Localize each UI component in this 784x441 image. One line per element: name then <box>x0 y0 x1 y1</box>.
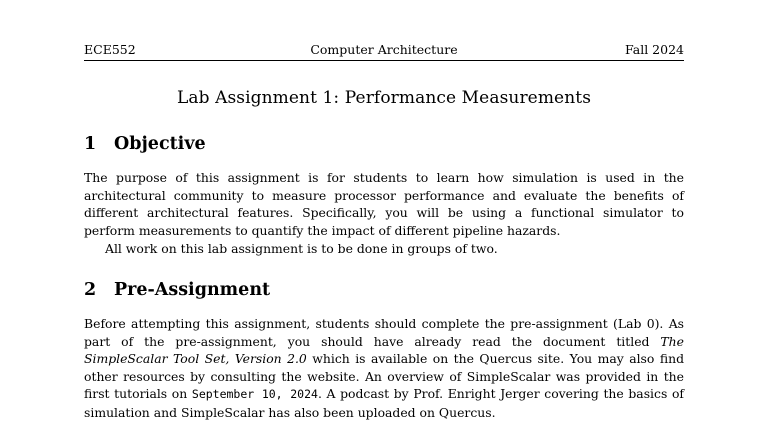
simplescalar-doc-title: The SimpleScalar Tool Set, Version 2.0 <box>84 333 684 367</box>
tutorial-date: September 10, 2024 <box>191 387 318 402</box>
section-heading-pre-assignment <box>84 280 270 300</box>
objective-paragraph <box>84 169 684 239</box>
section-heading-objective <box>84 134 206 154</box>
pre-assignment-paragraph <box>84 315 684 422</box>
groups-text: All work on this lab assignment is to be done in groups of two. <box>105 241 498 256</box>
section-title: Objective <box>114 134 206 154</box>
section-number: 1 <box>84 134 97 154</box>
section-number: 2 <box>84 280 97 300</box>
document-title: Lab Assignment 1: Performance Measurements <box>176 88 592 108</box>
header-course: ECE552 <box>84 42 136 57</box>
section-title: Pre-Assignment <box>114 280 271 300</box>
groups-paragraph <box>84 240 684 258</box>
pre-assignment-text-c: . A podcast by Prof. Enright Jerger covering the basics of simulation and SimpleScalar has also been uploaded on Quercus. <box>84 386 685 420</box>
header-term: Fall 2024 <box>624 42 684 57</box>
objective-text: The purpose of this assignment is for students to learn how simulation is used in the architectural community to measure processor performance and evaluate the benefits of different architectural features. Specifically, you will be using a functional simulator to perform measurements to quantify the impact of different pipeline hazards. <box>84 170 684 238</box>
header-subject: Computer Architecture <box>310 42 458 57</box>
page-header <box>84 42 684 61</box>
pre-assignment-text-a: Before attempting this assignment, students should complete the pre-assignment (Lab 0). As part of the pre-assignment, you should have already read the document titled <box>84 316 684 349</box>
pre-assignment-text-b: which is available on the Quercus site. You may also find other resources by consulting the website. An overview of SimpleScalar was provided in the first tutorials on <box>84 351 684 402</box>
